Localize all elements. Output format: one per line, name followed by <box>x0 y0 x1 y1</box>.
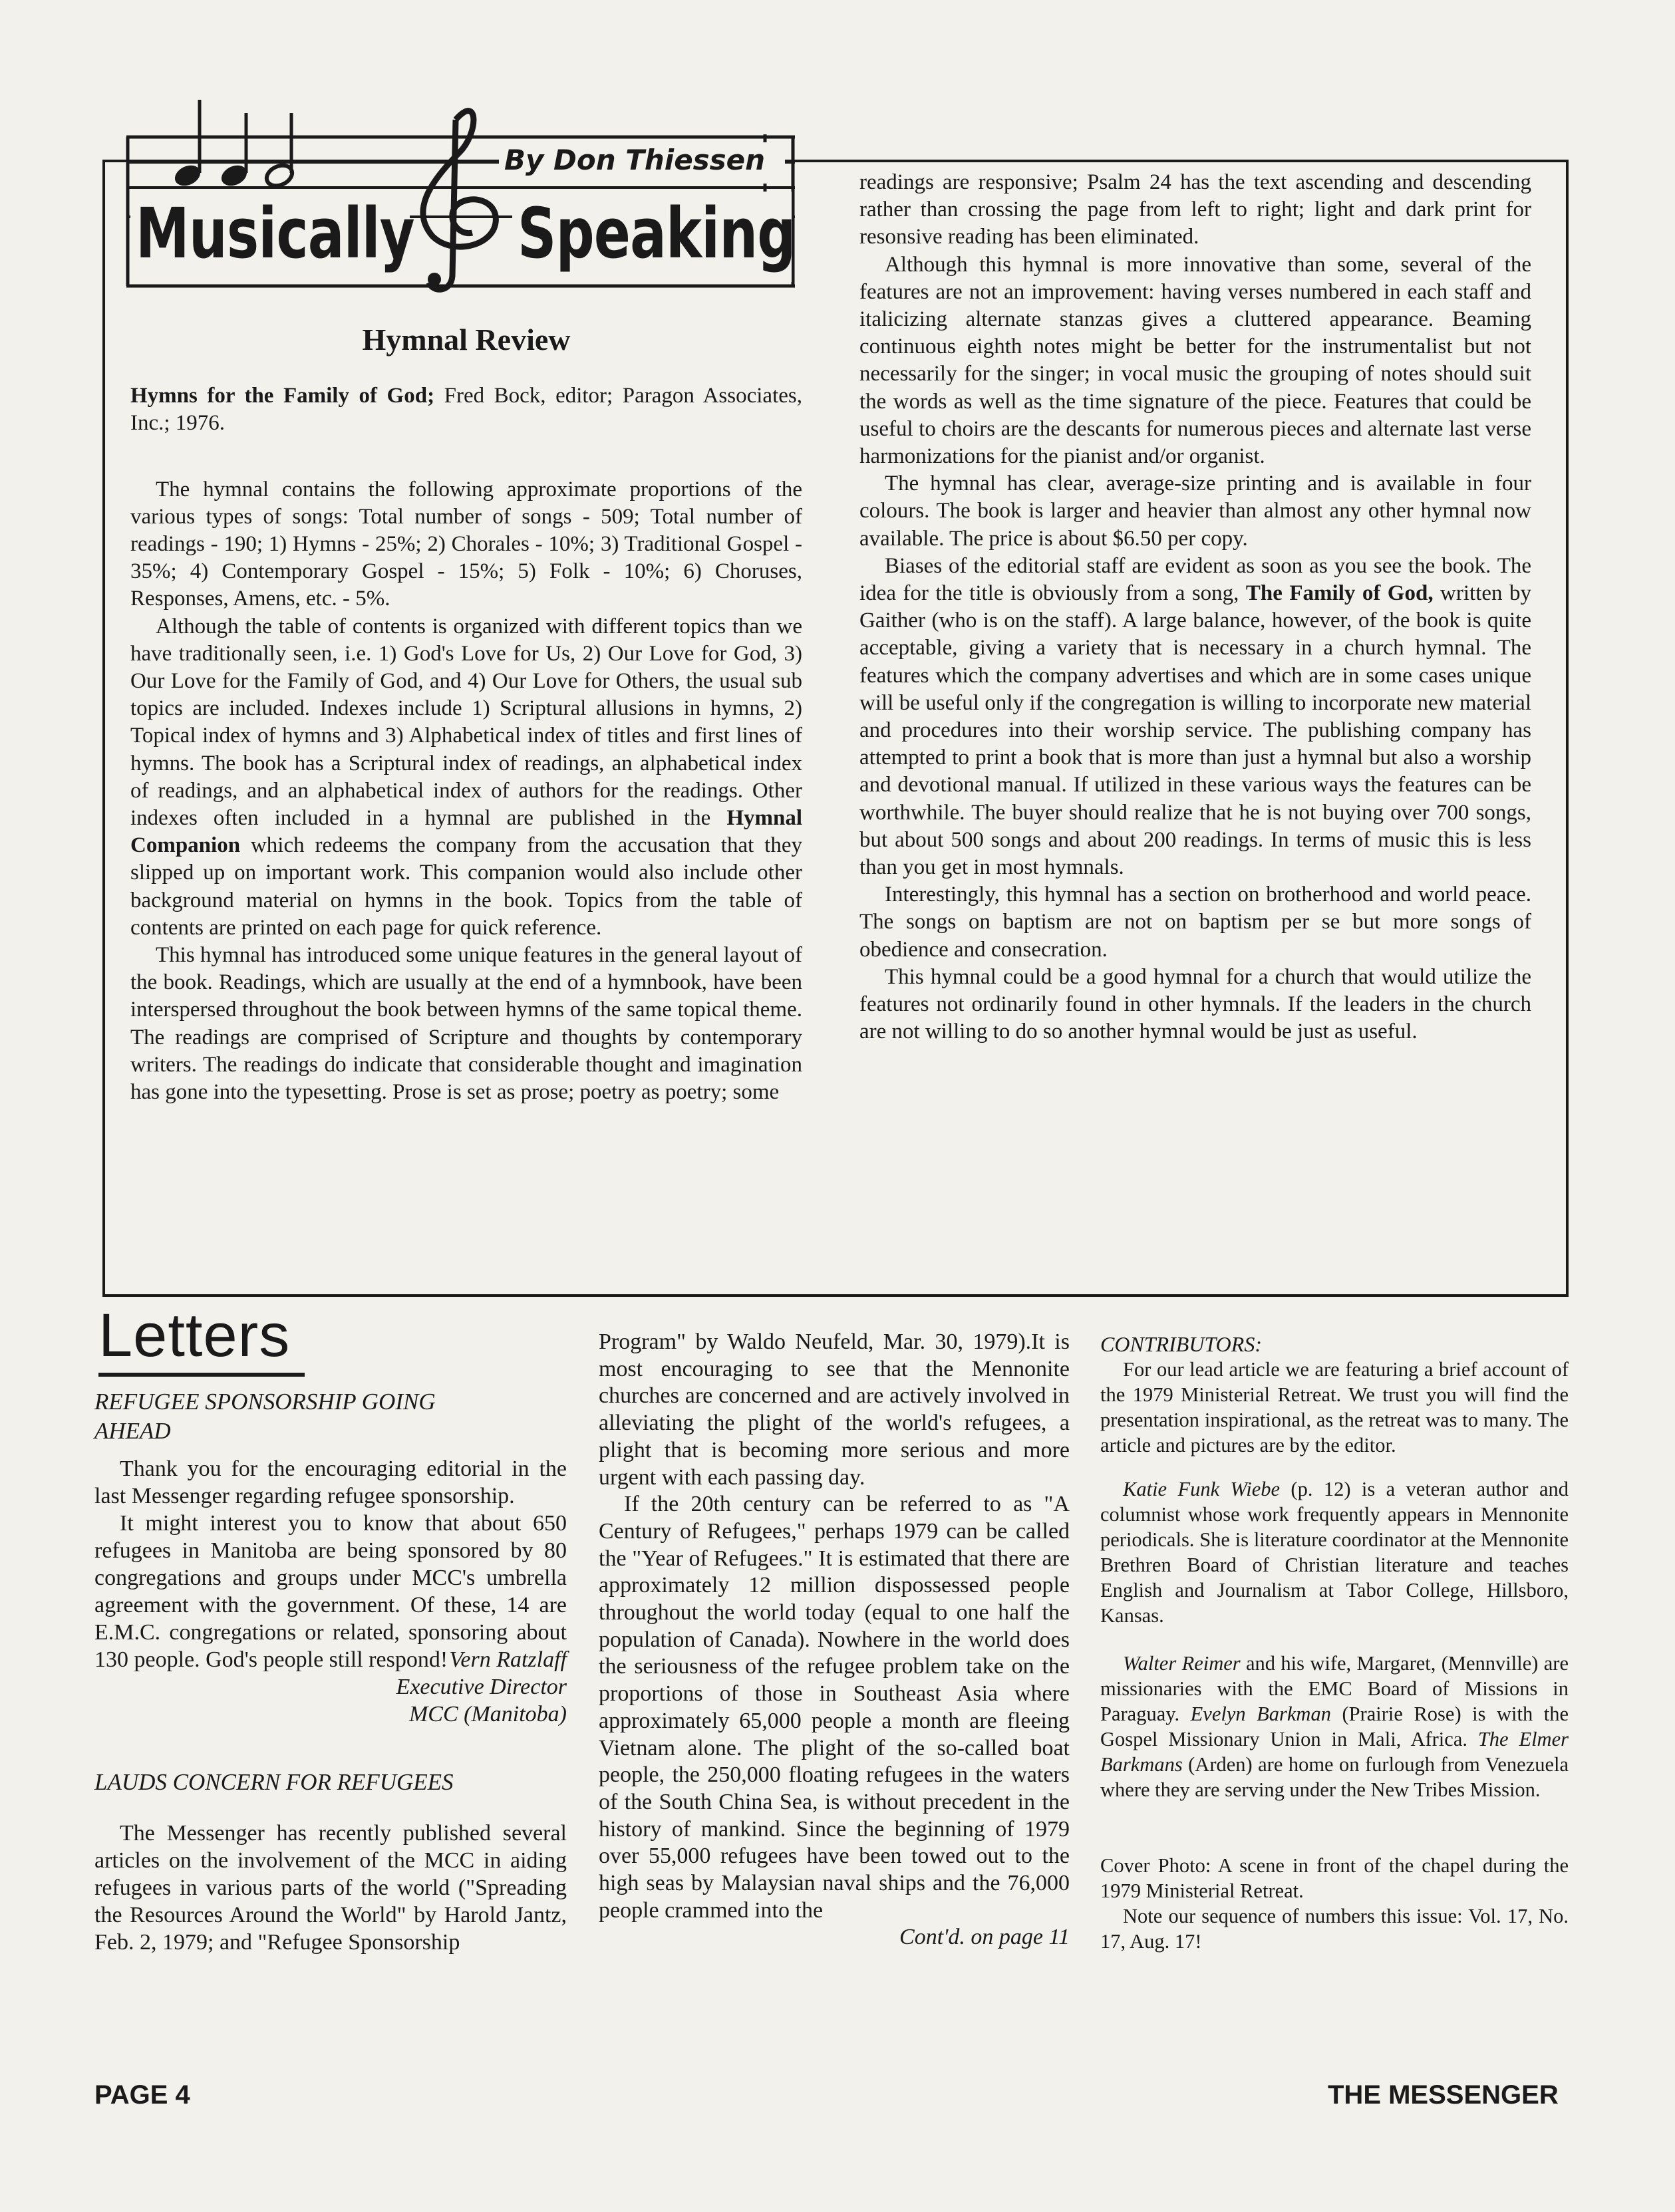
issue-number-note: Note our sequence of numbers this issue: Vol. 17, No. 17, Aug. 17! <box>1100 1905 1569 1953</box>
contributors-column <box>1100 1331 1569 1954</box>
contributor-name: Evelyn Barkman <box>1190 1703 1331 1725</box>
review-citation <box>130 382 802 437</box>
signature-name: Vern Ratzlaff <box>449 1647 567 1672</box>
review-paragraph-2-a: Although the table of contents is organized with different topics than we have traditionally seen, i.e. 1) God's Love for Us, 2) Our Love for God, 3) Our Love for the Family of God, and 4) Our Love for Others, the usual sub topics are included. Indexes include 1) Scriptural allusions in hymns, 2) Topical index of hymns and 3) Alphabetical index of titles and first lines of hymns. The book has a Scriptural index of readings, an alphabetical index of readings, and an alphabetical index of authors for the readings. Other indexes often included in a hymnal are published in the <box>130 614 802 831</box>
review-column-right <box>859 169 1531 1046</box>
page-number: PAGE 4 <box>94 2080 190 2110</box>
hymnal-companion: Hymnal Companion <box>130 806 802 858</box>
publication-name: THE MESSENGER <box>1328 2080 1559 2110</box>
citation-title: Hymns for the Family of God; <box>130 384 435 408</box>
review-paragraph-1: The hymnal contains the following approximate proportions of the various types of songs: Total number of songs - 509; Total number of readings - 190; 1) Hymns - 25%; 2) Chorales - 10%; 3) Traditional Gospel - 35%; 4) Contemporary Gospel - 15%; 5) Folk - 10%; 6) Choruses, Responses, Amens, etc. - 5%. <box>130 477 802 611</box>
review-paragraph-3: This hymnal has introduced some unique features in the general layout of the book. Readings, which are usually at the end of a hymnbook, have been interspersed throughout the book between hymns of the same topical theme. The readings are comprised of Scripture and thoughts by contemporary writers. The readings do indicate that considerable thought and imagination has gone into the typesetting. Prose is set as prose; poetry as poetry; some <box>130 943 802 1105</box>
letter2-paragraph-1: The Messenger has recently published several articles on the involvement of the MCC in aiding refugees in various parts of the world ("Spreading the Resources Around the World" by Harold Jantz, Feb. 2, 1979; and "Refugee Sponsorship <box>94 1821 567 1955</box>
contributors-heading: CONTRIBUTORS: <box>1100 1332 1262 1356</box>
letters-title: Letters <box>98 1302 291 1369</box>
logo-word-speaking: Speaking <box>518 193 796 274</box>
letters-rule <box>98 1373 305 1377</box>
musically-speaking-logo <box>106 93 798 306</box>
letter1-paragraph-1: Thank you for the encouraging editorial in the last Messenger regarding refugee sponsorship. <box>94 1456 567 1508</box>
review-paragraph-2 <box>130 613 802 942</box>
review-column-left <box>130 323 802 1106</box>
contributor-name: Walter Reimer <box>1123 1652 1241 1675</box>
review-paragraph-9: This hymnal could be a good hymnal for a church that would utilize the features not ordinarily found in other hymnals. If the leaders in the church are not willing to do so another hymnal would be just as useful. <box>859 964 1531 1044</box>
review-paragraph-8: Interestingly, this hymnal has a section on brotherhood and world peace. The songs on baptism are not on baptism per se but more songs of obedience and consecration. <box>859 883 1531 962</box>
review-title: Hymnal Review <box>362 323 571 356</box>
cover-photo-caption: Cover Photo: A scene in front of the chapel during the 1979 Ministerial Retreat. <box>1100 1854 1569 1902</box>
letter2-paragraph-2: If the 20th century can be referred to as "A Century of Refugees," perhaps 1979 can be called the "Year of Refugees." It is estimated that there are approximately 12 million dispossessed people throughout the world today (equal to one half the population of Canada). Nowhere in the world does the seriousness of the refugee problem take on the proportions of those in Southeast Asia where approximately 65,000 people a month are fleeing Vietnam alone. The plight of the so-called boat people, the 250,000 floating refugees in the waters of the South China Sea, is without precedent in the history of mankind. Since the beginning of 1979 over 55,000 refugees have been towed out to the high seas by Malaysian naval ships and the 76,000 people crammed into the <box>599 1492 1070 1923</box>
review-paragraph-2-b: which redeems the company from the accusation that they slipped up on important work. This companion would also include other background material on hymns in the book. Topics from the table of contents are printed on each page for quick reference. <box>130 833 802 940</box>
contributor-bio: (Arden) are home on furlough from Venezuela where they are serving under the New Tribes Mission. <box>1100 1753 1569 1801</box>
review-paragraph-6: The hymnal has clear, average-size printing and is available in four colours. The book is larger and heavier than almost any other hymnal now available. The price is about $6.50 per copy. <box>859 472 1531 551</box>
contributor-bio: (p. 12) is a veteran author and columnist whose work frequently appears in Mennonite periodicals. She is literature coordinator at the Mennonite Brethren Board of Christian literature and teaches English and Journalism at Tabor College, Hillsboro, Kansas. <box>1100 1478 1569 1627</box>
citation-details: Fred Bock, editor; Paragon Associates, Inc.; 1976. <box>130 384 802 436</box>
review-paragraph-7-b: written by Gaither (who is on the staff). A large balance, however, of the book is quite acceptable, giving a variety that is necessary in a church hymnal. The features which the company advertises and which are in some cases unique will be useful only if the congregation is willing to incorporate new material and procedures into their worship service. The publishing company has attempted to print a book that is more than just a hymnal but also a worship and devotional manual. If utilized in these various ways the features can be worthwhile. The buyer should realize that he is not buying over 700 songs, but about 500 songs and about 200 readings. In terms of music this is less than you get in most hymnals. <box>859 581 1531 880</box>
contributors-paragraph-2 <box>1100 1476 1569 1628</box>
continued-note: Cont'd. on page 11 <box>899 1925 1070 1950</box>
letter2-heading: LAUDS CONCERN FOR REFUGEES <box>94 1769 454 1795</box>
review-paragraph-7 <box>859 553 1531 881</box>
family-of-god-title: The Family of God, <box>1245 581 1434 606</box>
letters-column-2 <box>599 1329 1070 1951</box>
letters-column-1 <box>94 1387 567 1956</box>
contributor-bio: (Prairie Rose) is with the Gospel Missionary Union in Mali, Africa. <box>1100 1703 1569 1750</box>
byline: By Don Thiessen <box>504 144 766 176</box>
signature-org: MCC (Manitoba) <box>408 1702 567 1727</box>
review-paragraph-7-a: Biases of the editorial staff are evident as soon as you see the book. The idea for the title is obviously from a song, <box>859 553 1531 606</box>
contributors-paragraph-3 <box>1100 1651 1569 1802</box>
letter1-heading: REFUGEE SPONSORSHIP GOING AHEAD <box>94 1389 436 1444</box>
contributor-name: Katie Funk Wiebe <box>1123 1478 1281 1500</box>
letter2-paragraph-1-cont: Program" by Waldo Neufeld, Mar. 30, 1979).It is most encouraging to see that the Mennonite churches are concerned and are actively involved in alleviating the plight of the world's refugees, a plight that is becoming more serious and more urgent with each passing day. <box>599 1329 1070 1490</box>
signature-title: Executive Director <box>396 1675 567 1699</box>
logo-word-musically: Musically <box>136 193 414 274</box>
letter1-paragraph-2: It might interest you to know that about 650 refugees in Manitoba are being sponsored by 80 congregations and groups under MCC's umbrella agreement with the government. Of these, 14 are E.M.C. congregations or related, sponsoring about 130 people. God's people still respond! <box>94 1511 567 1672</box>
review-paragraph-5: Although this hymnal is more innovative than some, several of the features are not an improvement: having verses numbered in each staff and italicizing alternate stanzas gives a cluttered appearance. Beaming continuous eighth notes might be better for the instrumentalist but not necessarily for the singer; in vocal music the grouping of notes should suit the words as well as the time signature of the piece. Features that could be useful to choirs are the descants for numerous pieces and alternate last verse harmonizations for the pianist and/or organist. <box>859 252 1531 469</box>
review-paragraph-4: readings are responsive; Psalm 24 has the text ascending and descending rather than crossing the page from left to right; light and dark print for resonsive reading has been eliminated. <box>859 170 1531 249</box>
contributor-bio: and his wife, Margaret, (Mennville) are missionaries with the EMC Board of Missions in Paraguay. <box>1100 1652 1569 1725</box>
contributors-paragraph-1: For our lead article we are featuring a brief account of the 1979 Ministerial Retreat. We trust you will find the presentation inspirational, as the retreat was to many. The article and pictures are by the editor. <box>1100 1358 1569 1456</box>
contributor-name: The Elmer Barkmans <box>1100 1728 1569 1776</box>
